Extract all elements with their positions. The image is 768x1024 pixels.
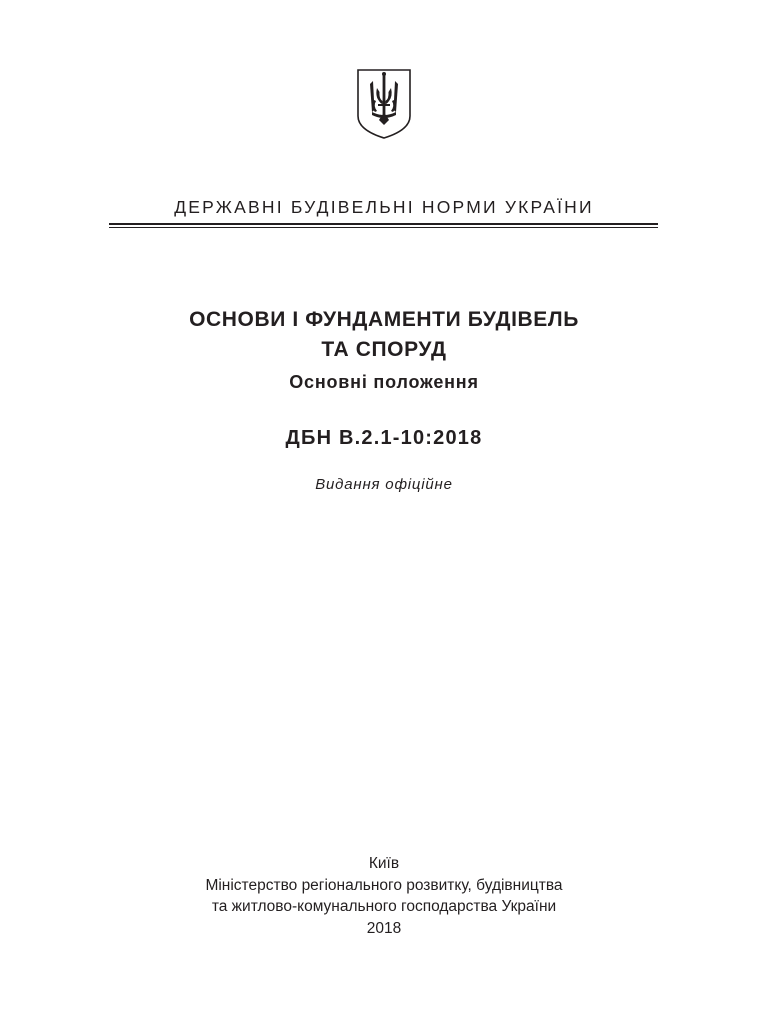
- document-code: ДБН В.2.1-10:2018: [285, 427, 483, 449]
- issuing-authority-heading: ДЕРЖАВНІ БУДІВЕЛЬНІ НОРМИ УКРАЇНИ: [174, 197, 594, 217]
- publisher-name-line-2: та житлово-комунального господарства України: [211, 898, 557, 915]
- edition-label: Видання офіційне: [315, 476, 453, 493]
- document-title-line-1: ОСНОВИ І ФУНДАМЕНТИ БУДІВЕЛЬ: [189, 308, 579, 331]
- publication-city: Київ: [368, 855, 400, 872]
- publisher-name-line-1: Міністерство регіонального розвитку, будівництва: [205, 876, 563, 894]
- document-subtitle: Основні положення: [289, 372, 479, 392]
- coat-of-arms-of-ukraine-icon: [356, 68, 412, 140]
- header-rule-thick: [109, 223, 658, 225]
- publisher-block: [0, 853, 768, 939]
- publication-year: 2018: [366, 919, 402, 937]
- document-title-line-2: ТА СПОРУД: [321, 338, 447, 361]
- header-rule-thin: [109, 227, 658, 228]
